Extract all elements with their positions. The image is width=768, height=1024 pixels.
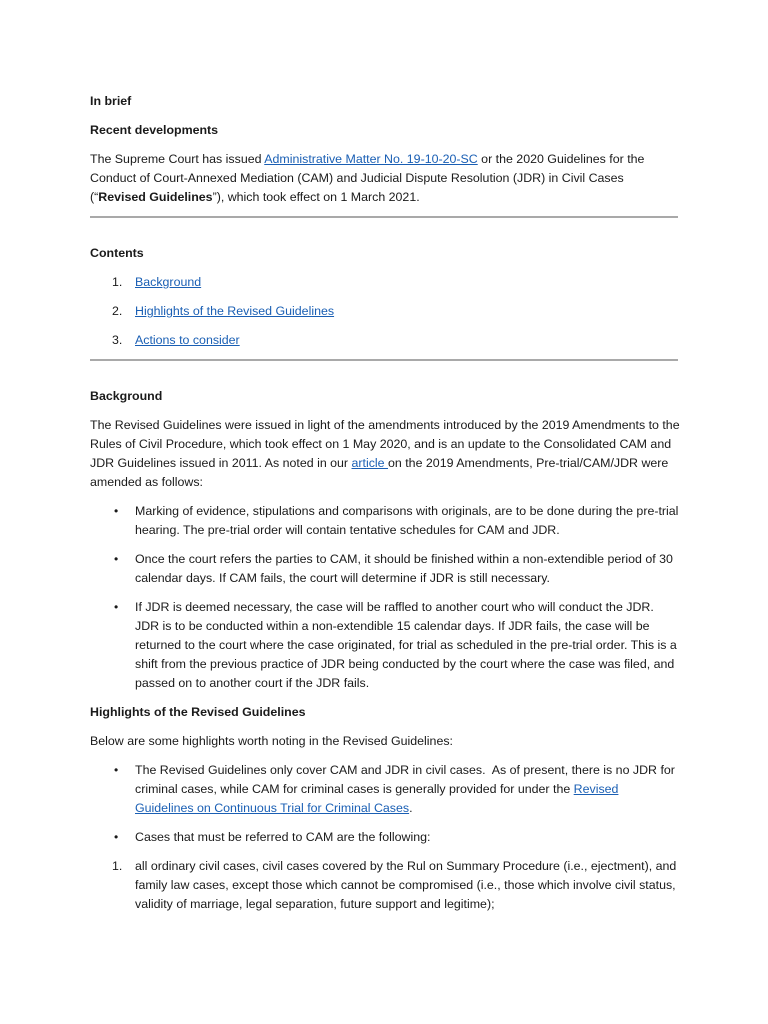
article-link[interactable]: article [351,456,389,470]
document-content [90,92,680,914]
recent-developments-paragraph: The Supreme Court has issued Administrative Matter No. 19-10-20-SC or the 2020 Guidelines for the Conduct of Court-Annexed Mediation (CAM) and Judicial Dispute Resolution (JDR) in Civil Cases (“Revised Guidelines”), which took effect on 1 March 2021. [90,152,645,204]
cam-cases-list [90,857,680,914]
highlights-heading: Highlights of the Revised Guidelines [90,705,306,719]
continuous-trial-guidelines-link[interactable]: Revised Guidelines on Continuous Trial for Criminal Cases [135,782,619,815]
highlights-bullet-list [90,761,680,847]
recent-developments-heading: Recent developments [90,123,219,137]
contents-list [90,273,680,350]
background-paragraph: The Revised Guidelines were issued in light of the amendments introduced by the 2019 Amendments to the Rules of Civil Procedure, which took effect on 1 May 2020, and is an update to the Consolidated CAM and JDR Guidelines issued in 2011. As noted in our article on the 2019 Amendments, Pre-trial/CAM/JDR were amended as follows: [90,418,680,489]
list-item: • Once the court refers the parties to CAM, it should be finished within a non-extendible period of 30 calendar days. If CAM fails, the court will determine if JDR is still necessary. [114,552,673,585]
contents-item: 2. Highlights of the Revised Guidelines [112,304,335,318]
list-item: 1. all ordinary civil cases, civil cases covered by the Rul on Summary Procedure (i.e., ejectment), and family law cases, except those which cannot be compromised (i.e., those which involve civil status, validity of marriage, legal separation, future support and legitime); [112,859,677,911]
divider-1 [90,216,678,218]
contents-heading: Contents [90,246,144,260]
list-item: • Marking of evidence, stipulations and comparisons with originals, are to be done during the pre-trial hearing. The pre-trial order will contain tentative schedules for CAM and JDR. [114,504,679,537]
list-item: • Cases that must be referred to CAM are the following: [114,830,431,844]
highlights-intro: Below are some highlights worth noting in the Revised Guidelines: [90,734,453,748]
in-brief-heading: In brief [90,94,132,108]
contents-link-highlights[interactable]: Highlights of the Revised Guidelines [135,304,335,318]
background-heading: Background [90,389,163,403]
divider-2 [90,359,678,361]
contents-link-actions[interactable]: Actions to consider [135,333,240,347]
contents-link-background[interactable]: Background [135,275,202,289]
list-item: • If JDR is deemed necessary, the case will be raffled to another court who will conduct the JDR. JDR is to be conducted within a non-extendible 15 calendar days. If JDR fails, the case will be returned to the court where the case originated, for trial as scheduled in the pre-trial order. This is a shift from the previous practice of JDR being conducted by the court where the case was filed, and passed on to another court if the JDR fails. [114,600,677,690]
administrative-matter-link[interactable]: Administrative Matter No. 19-10-20-SC [264,152,478,166]
list-item: • The Revised Guidelines only cover CAM and JDR in civil cases. As of present, there is no JDR for criminal cases, while CAM for criminal cases is generally provided for under the Revised Guidelines on Continuous Trial for Criminal Cases. [114,763,675,815]
contents-item: 1. Background [112,275,202,289]
contents-item: 3. Actions to consider [112,333,240,347]
background-bullet-list [90,502,680,693]
